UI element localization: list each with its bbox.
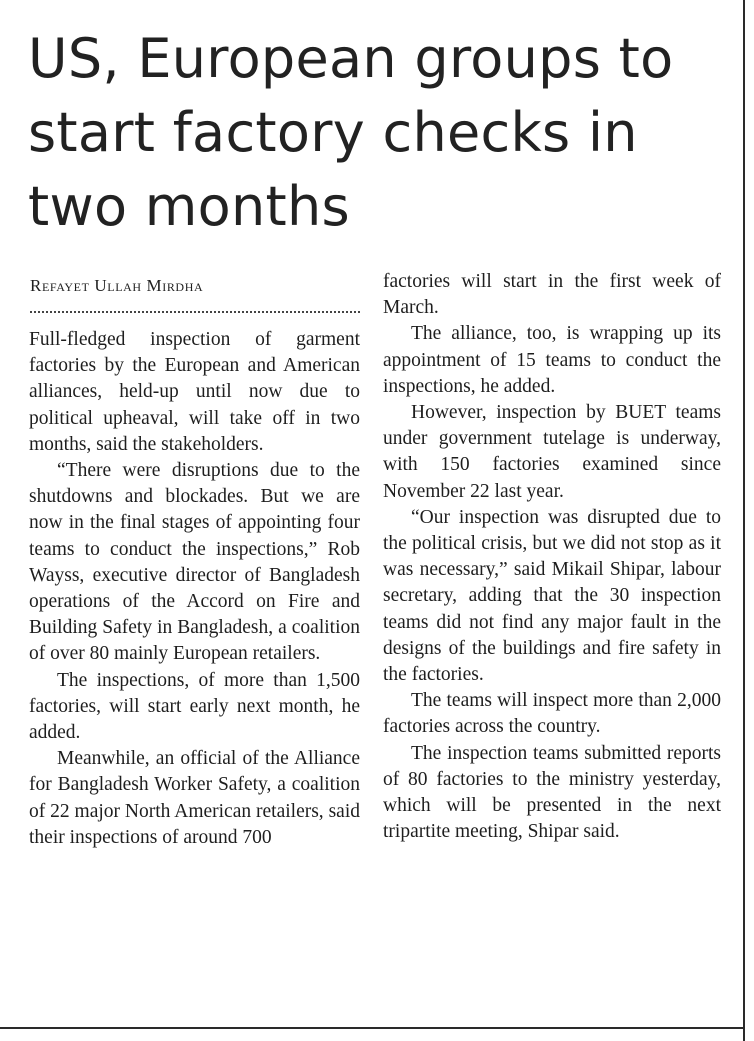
paragraph: The alliance, too, is wrapping up its appointment of 15 teams to conduct the inspections, he added. bbox=[383, 323, 721, 397]
byline: Refayet Ullah Mirdha bbox=[30, 276, 204, 295]
bottom-border-rule bbox=[0, 1027, 745, 1029]
article-column-right bbox=[383, 269, 721, 845]
article-column-left bbox=[29, 327, 360, 851]
paragraph: factories will start in the first week of March. bbox=[383, 271, 721, 319]
right-border-rule bbox=[743, 0, 745, 1041]
paragraph: Full-fledged inspection of garment factories by the European and American alliances, held-up until now due to political upheaval, will take off in two months, said the stakeholders. bbox=[29, 329, 360, 455]
byline-dotted-divider bbox=[30, 311, 360, 313]
paragraph: The teams will inspect more than 2,000 factories across the country. bbox=[383, 690, 721, 738]
paragraph: “Our inspection was disrupted due to the political crisis, but we did not stop as it was necessary,” said Mikail Shipar, labour secretary, adding that the 30 inspection teams did not find any major fault in the designs of the buildings and fire safety in the factories. bbox=[383, 506, 721, 686]
paragraph: However, inspection by BUET teams under government tutelage is underway, with 150 factories examined since November 22 last year. bbox=[383, 402, 721, 502]
paragraph: Meanwhile, an official of the Alliance for Bangladesh Worker Safety, a coalition of 22 major North American retailers, said their inspections of around 700 bbox=[29, 748, 360, 848]
paragraph: The inspections, of more than 1,500 factories, will start early next month, he added. bbox=[29, 669, 360, 744]
headline: US, European groups to start factory checks in two months bbox=[28, 27, 674, 238]
paragraph: The inspection teams submitted reports of 80 factories to the ministry yesterday, which will be presented in the next tripartite meeting, Shipar said. bbox=[383, 742, 721, 843]
paragraph: “There were disruptions due to the shutdowns and blockades. But we are now in the final stages of appointing four teams to conduct the inspections,” Rob Wayss, executive director of Bangladesh operations of the Accord on Fire and Building Safety in Bangladesh, a coalition of over 80 mainly European retailers. bbox=[29, 460, 360, 665]
